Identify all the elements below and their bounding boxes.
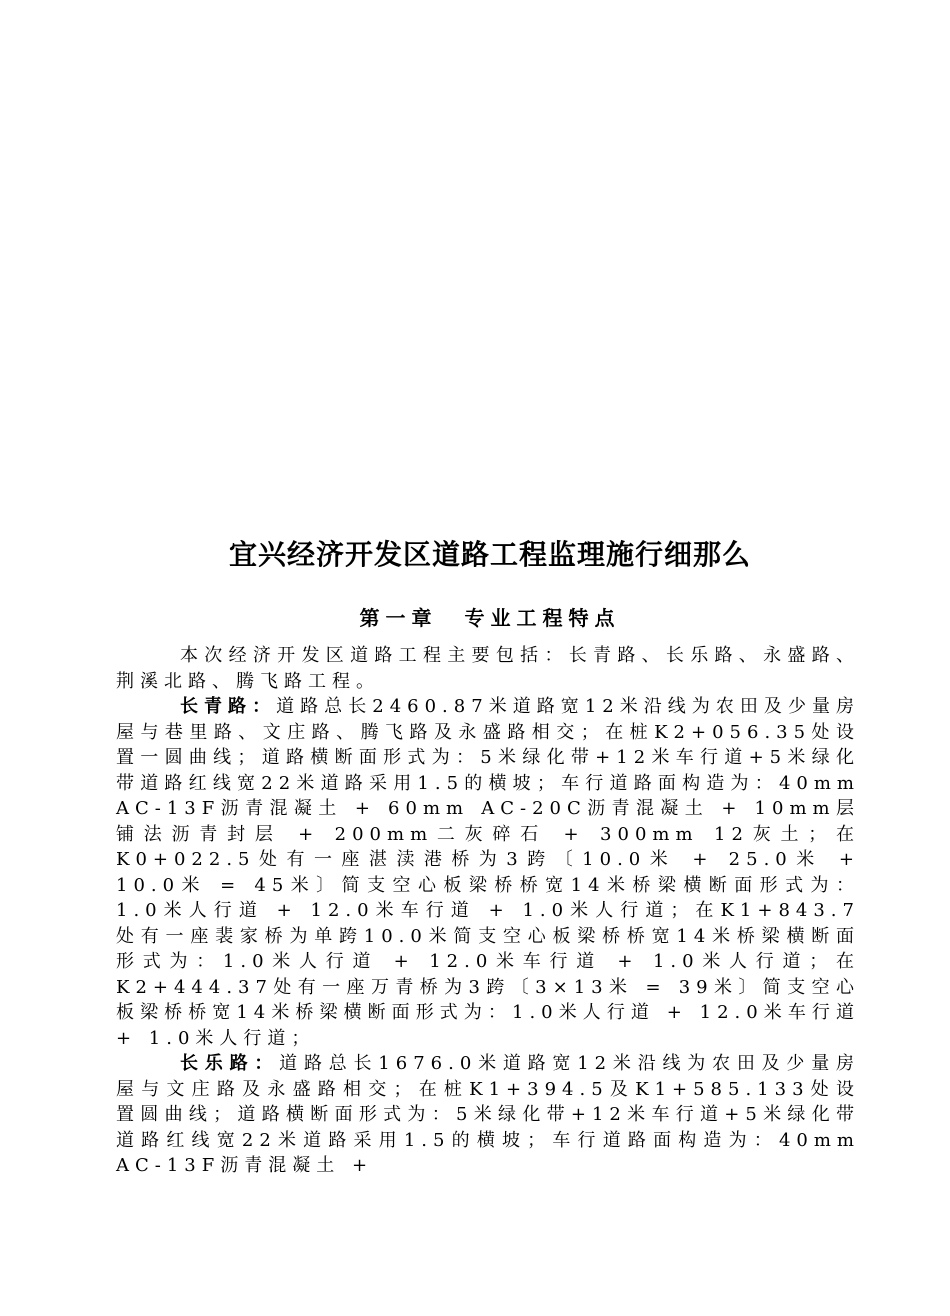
section-text: 道路总长1676.0米道路宽12米沿线为农田及少量房屋与文庄路及永盛路相交；在桩K1+394.5及K1+585.133处设置圆曲线；道路横断面形式为：5米绿化带+12米车行道+5米绿化带道路红线宽22米道路采用1.5的横坡；车行道路面构造为：40mm AC-13F沥青混凝土 + <box>116 1053 861 1176</box>
document-title: 宜兴经济开发区道路工程监理施行细那么 <box>228 538 751 571</box>
document-body <box>116 643 860 1179</box>
section-heading: 长乐路： <box>180 1053 280 1074</box>
section-paragraph <box>116 1051 860 1179</box>
section-heading: 长青路： <box>180 696 277 717</box>
section-paragraph <box>116 694 860 1051</box>
section-text: 道路总长2460.87米道路宽12米沿线为农田及少量房屋与巷里路、文庄路、腾飞路及永盛路相交；在桩K2+056.35处设置一圆曲线；道路横断面形式为：5米绿化带+12米车行道+5米绿化带道路红线宽22米道路采用1.5的横坡；车行道路面构造为：40mm AC-13F沥青混凝土 + 60mm AC-20C沥青混凝土 + 10mm层铺法沥青封层 + 200mm二灰碎石 + 300mm 12灰土；在K0+022.5处有一座湛渎港桥为3跨〔10.0米 + 25.0米 + 10.0米 = 45米〕简支空心板梁桥桥宽14米桥梁横断面形式为：1.0米人行道 + 12.0米车行道 + 1.0米人行道；在K1+843.7处有一座裴家桥为单跨10.0米简支空心板梁桥桥宽14米桥梁横断面形式为：1.0米人行道 + 12.0米车行道 + 1.0米人行道；在K2+444.37处有一座万青桥为3跨〔3×13米 = 39米〕简支空心板梁桥桥宽14米桥梁横断面形式为：1.0米人行道 + 12.0米车行道 + 1.0米人行道； <box>116 696 861 1049</box>
intro-paragraph: 本次经济开发区道路工程主要包括：长青路、长乐路、永盛路、荆溪北路、腾飞路工程。 <box>116 645 860 692</box>
chapter-heading: 第一章 专业工程特点 <box>359 606 621 630</box>
